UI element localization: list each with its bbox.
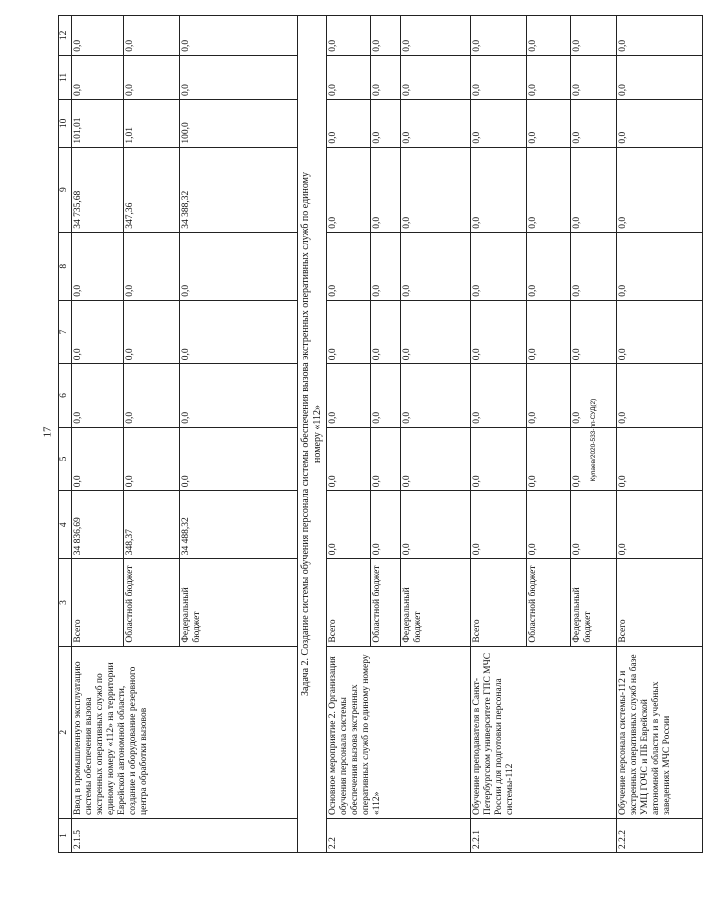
funding-value: 0,0 xyxy=(527,232,571,300)
funding-value: 0,0 xyxy=(617,147,703,232)
funding-source: Областной бюджет xyxy=(371,559,401,646)
document-registration-code: Кулаев/2020-533-пп-СУД(2) xyxy=(590,398,597,482)
funding-value: 0,0 xyxy=(571,300,617,364)
funding-value: 34 488,32 xyxy=(180,491,298,559)
funding-value: 0,0 xyxy=(617,427,703,491)
funding-value: 0,0 xyxy=(401,300,471,364)
funding-value: 0,0 xyxy=(124,364,180,428)
funding-source: Всего xyxy=(617,559,703,646)
funding-value: 34 388,32 xyxy=(180,147,298,232)
funding-value: 0,0 xyxy=(527,100,571,148)
funding-value: 0,0 xyxy=(124,16,180,56)
funding-value: 0,0 xyxy=(571,147,617,232)
funding-value: 0,0 xyxy=(471,427,527,491)
funding-value: 0,0 xyxy=(371,147,401,232)
funding-value: 0,0 xyxy=(371,232,401,300)
funding-value: 0,0 xyxy=(327,427,371,491)
table-row xyxy=(617,16,703,853)
funding-value: 100,0 xyxy=(180,100,298,148)
funding-value: 0,0 xyxy=(180,232,298,300)
funding-value: 0,0 xyxy=(72,427,124,491)
funding-value: 0,0 xyxy=(401,16,471,56)
table-row xyxy=(72,16,124,853)
funding-value: 0,0 xyxy=(371,55,401,99)
column-header: 7 xyxy=(59,300,72,364)
funding-value: 0,0 xyxy=(617,491,703,559)
column-header: 1 xyxy=(59,818,72,852)
measure-code: 2.2.1 xyxy=(471,818,617,852)
measure-name: Ввод в промышленную эксплуатацию системы обеспечения вызова экстренных оперативных служб по единому номеру «112» на территории Еврейской автономной области, создание и оборудование резервного центра обработки вызовов xyxy=(72,646,298,818)
column-number-row xyxy=(59,16,72,853)
funding-value: 0,0 xyxy=(571,16,617,56)
funding-source: Федеральный бюджет xyxy=(180,559,298,646)
funding-value: 0,0 xyxy=(327,100,371,148)
funding-value: 0,0 xyxy=(72,364,124,428)
column-header: 6 xyxy=(59,364,72,428)
funding-value: 0,0 xyxy=(471,100,527,148)
funding-value: 34 836,69 xyxy=(72,491,124,559)
measure-name: Основное мероприятие 2. Организация обучения персонала системы обеспечения вызова экстренных оперативных служб по единому номеру «112» xyxy=(327,646,471,818)
funding-value: 0,0 xyxy=(371,100,401,148)
program-funding-table xyxy=(58,15,703,853)
funding-value: 0,0 xyxy=(401,55,471,99)
funding-value: 0,0 xyxy=(124,300,180,364)
funding-value: 0,0 xyxy=(180,300,298,364)
measure-code: 2.2.2 xyxy=(617,818,703,852)
funding-value: 0,0 xyxy=(471,300,527,364)
column-header: 12 xyxy=(59,16,72,56)
funding-value: 0,0 xyxy=(571,232,617,300)
funding-value: 0,0 xyxy=(180,364,298,428)
funding-value: 0,0 xyxy=(471,55,527,99)
funding-value: 0,0 xyxy=(617,232,703,300)
funding-value: 0,0 xyxy=(401,364,471,428)
section-title: Задача 2. Создание системы обучения персонала системы обеспечения вызова экстренных оперативных служб по единому номеру «112» xyxy=(298,16,327,853)
table-row xyxy=(327,16,371,853)
funding-value: 0,0 xyxy=(371,364,401,428)
funding-value: 0,0 xyxy=(124,55,180,99)
column-header: 5 xyxy=(59,427,72,491)
funding-value: 101,01 xyxy=(72,100,124,148)
funding-source: Всего xyxy=(471,559,527,646)
funding-value: 347,36 xyxy=(124,147,180,232)
funding-value: 0,0 xyxy=(471,147,527,232)
funding-value: 0,0 xyxy=(471,16,527,56)
funding-value: 0,0 xyxy=(527,55,571,99)
funding-value: 0,0 xyxy=(180,55,298,99)
funding-source: Всего xyxy=(327,559,371,646)
funding-value: 0,0 xyxy=(527,16,571,56)
table-row xyxy=(471,16,527,853)
funding-source: Федеральный бюджет xyxy=(401,559,471,646)
column-header: 11 xyxy=(59,55,72,99)
funding-value: 0,0 xyxy=(571,100,617,148)
funding-value: 0,0 xyxy=(371,16,401,56)
funding-value: 0,0 xyxy=(571,491,617,559)
funding-source: Федеральный бюджет xyxy=(571,559,617,646)
funding-value: 0,0 xyxy=(401,147,471,232)
funding-source: Областной бюджет xyxy=(527,559,571,646)
column-header: 8 xyxy=(59,232,72,300)
funding-value: 0,0 xyxy=(327,491,371,559)
funding-value: 0,0 xyxy=(401,100,471,148)
funding-value: 0,0 xyxy=(527,364,571,428)
column-header: 9 xyxy=(59,147,72,232)
funding-value: 0,0 xyxy=(124,427,180,491)
funding-value: 0,0 xyxy=(471,491,527,559)
funding-source: Областной бюджет xyxy=(124,559,180,646)
funding-value: 0,0 xyxy=(527,300,571,364)
column-header: 10 xyxy=(59,100,72,148)
column-header: 2 xyxy=(59,646,72,818)
section-row xyxy=(298,16,327,853)
funding-value: 0,0 xyxy=(617,16,703,56)
funding-source: Всего xyxy=(72,559,124,646)
measure-code: 2.2 xyxy=(327,818,471,852)
funding-value: 0,0 xyxy=(371,491,401,559)
funding-value: 0,0 xyxy=(617,55,703,99)
funding-value: 0,0 xyxy=(180,16,298,56)
funding-value: 0,0 xyxy=(617,364,703,428)
funding-value: 0,0 xyxy=(571,364,617,428)
column-header: 3 xyxy=(59,559,72,646)
funding-value: 0,0 xyxy=(327,147,371,232)
funding-value: 0,0 xyxy=(401,232,471,300)
funding-value: 34 735,68 xyxy=(72,147,124,232)
funding-value: 0,0 xyxy=(617,300,703,364)
funding-value: 0,0 xyxy=(72,300,124,364)
funding-value: 0,0 xyxy=(527,147,571,232)
funding-value: 0,0 xyxy=(180,427,298,491)
funding-value: 0,0 xyxy=(72,55,124,99)
funding-value: 0,0 xyxy=(327,232,371,300)
funding-value: 0,0 xyxy=(401,427,471,491)
funding-value: 1,01 xyxy=(124,100,180,148)
funding-value: 0,0 xyxy=(371,300,401,364)
funding-value: 0,0 xyxy=(471,232,527,300)
funding-value: 348,37 xyxy=(124,491,180,559)
funding-value: 0,0 xyxy=(617,100,703,148)
table-body xyxy=(59,16,703,853)
funding-value: 0,0 xyxy=(571,427,617,491)
funding-value: 0,0 xyxy=(72,232,124,300)
column-header: 4 xyxy=(59,491,72,559)
funding-value: 0,0 xyxy=(124,232,180,300)
measure-name: Обучение персонала системы-112 и экстренных оперативных служб на базе УМЦ ГОЧС и ПБ Еврейской автономной области и в учебных заведениях МЧС России xyxy=(617,646,703,818)
funding-value: 0,0 xyxy=(72,16,124,56)
funding-value: 0,0 xyxy=(401,491,471,559)
funding-value: 0,0 xyxy=(327,55,371,99)
measure-name: Обучение преподавателя в Санкт-Петербургском университете ГПС МЧС России для подготовки персонала системы-112 xyxy=(471,646,617,818)
funding-value: 0,0 xyxy=(327,16,371,56)
page-number: 17 xyxy=(41,426,54,438)
funding-value: 0,0 xyxy=(527,491,571,559)
funding-value: 0,0 xyxy=(471,364,527,428)
funding-value: 0,0 xyxy=(327,300,371,364)
funding-value: 0,0 xyxy=(371,427,401,491)
measure-code: 2.1.5 xyxy=(72,818,298,852)
funding-value: 0,0 xyxy=(571,55,617,99)
funding-value: 0,0 xyxy=(327,364,371,428)
funding-value: 0,0 xyxy=(527,427,571,491)
